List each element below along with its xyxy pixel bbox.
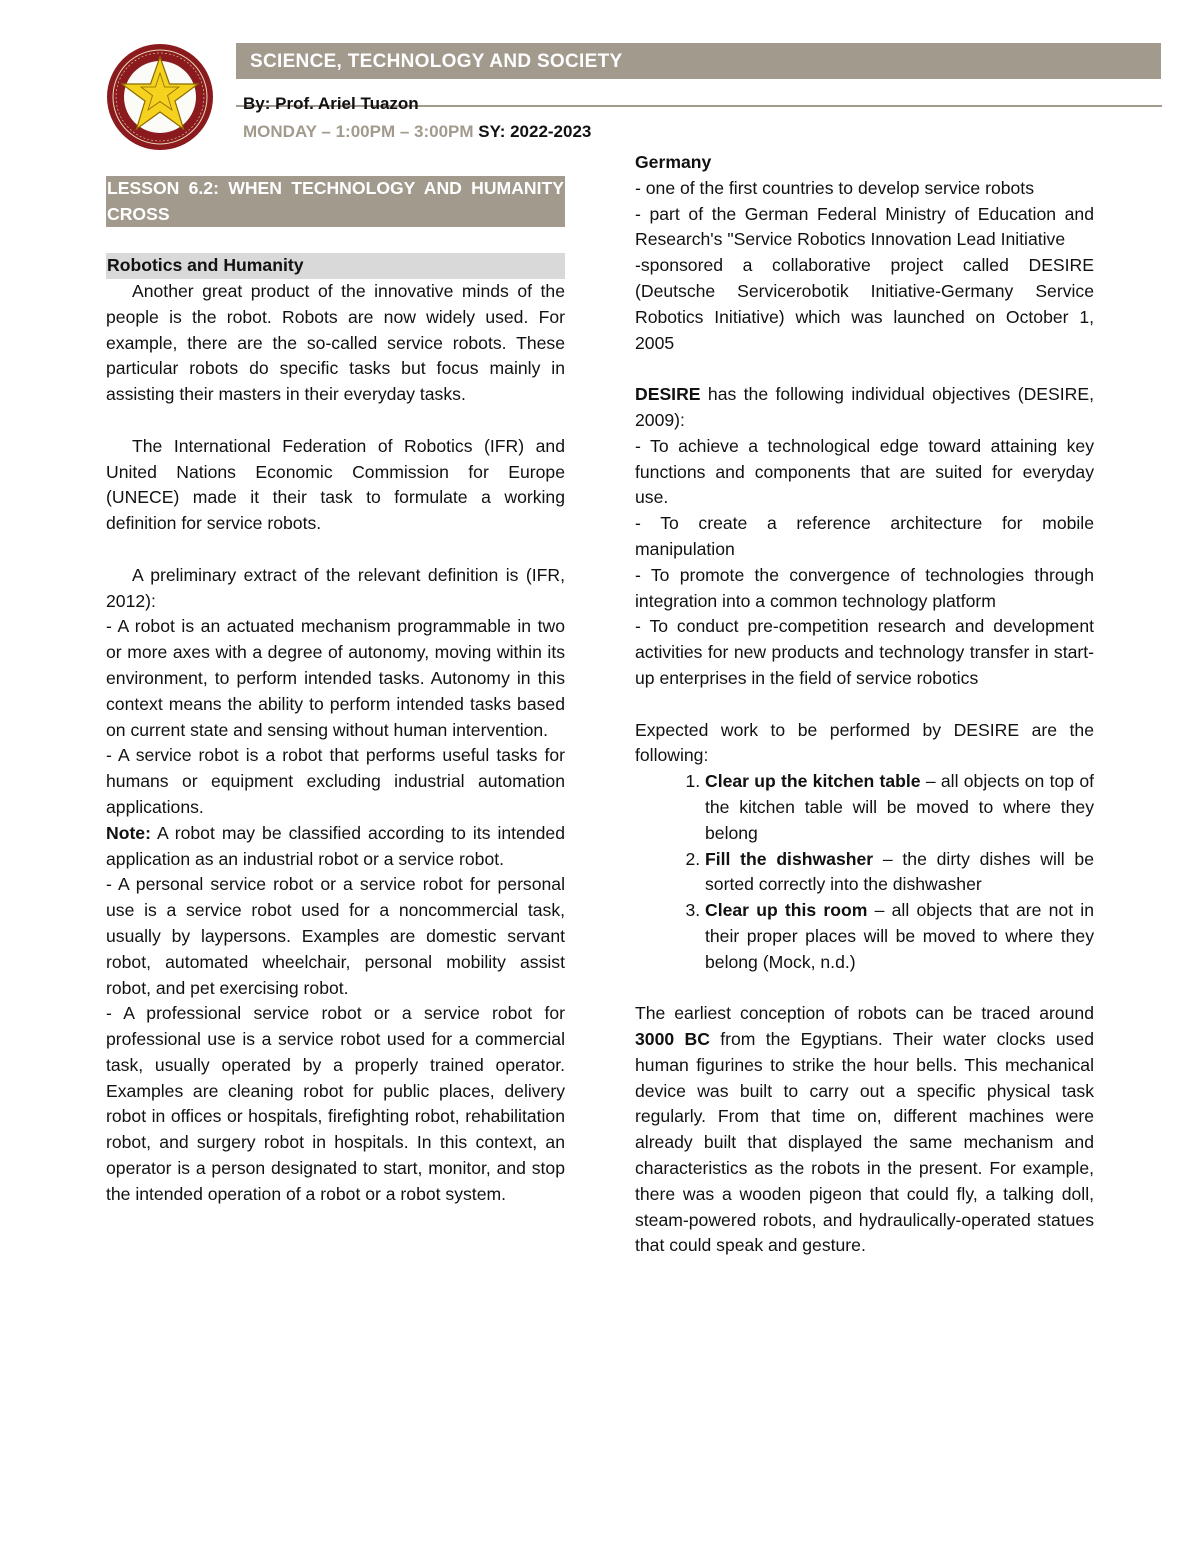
schedule-line [243,122,591,142]
definition-robot: - A robot is an actuated mechanism programmable in two or more axes with a degree of autonomy, moving within its environment, to perform intended tasks. Autonomy in this context means the ability to perform intended tasks based on current state and sensing without human intervention. [106,616,565,740]
note-text: A robot may be classified according to its intended application as an industrial robot or a service robot. [106,822,565,869]
germany-heading: Germany [635,152,712,172]
definition-professional-service-robot: - A professional service robot or a service robot for professional use is a service robot used for a commercial task, usually operated by a properly trained operator. Examples are cleaning robot for public places, delivery robot in offices or hospitals, firefighting robot, rehabilitation robot, and surgery robot in hospitals. In this context, an operator is a person designated to start, monitor, and stop the intended operation of a robot or a robot system. [106,1003,565,1204]
school-year: SY: 2022-2023 [478,122,592,141]
course-title-bar [236,43,1161,79]
germany-point-2: - part of the German Federal Ministry of Education and Research's "Service Robotics Innovation Lead Initiative [635,203,1094,250]
schedule-day-time: MONDAY – 1:00PM – 3:00PM [243,122,474,141]
left-column [106,150,565,1208]
definition-personal-service-robot: - A personal service robot or a service robot for personal use is a service robot used for a noncommercial task, usually by laypersons. Examples are domestic servant robot, automated wheelchair, personal mobility assist robot, and pet exercising robot. [106,874,565,998]
history-date: 3000 BC [635,1029,710,1050]
list-item: 2. Fill the dishwasher – the dirty dishes will be sorted correctly into the dishwasher [705,847,1094,899]
list-item: 3. Clear up this room – all objects that are not in their proper places will be moved to where they belong (Mock, n.d.) [705,898,1094,975]
desire-intro: DESIRE has the following individual objectives (DESIRE, 2009): [635,384,1094,430]
lesson-title: LESSON 6.2: WHEN TECHNOLOGY AND HUMANITY CROSS [106,176,565,228]
germany-point-1: - one of the first countries to develop service robots [635,177,1034,198]
objective-1: - To achieve a technological edge toward attaining key functions and components that are suited for everyday use. [635,435,1094,508]
objective-3: - To promote the convergence of technologies through integration into a common technology platform [635,564,1094,611]
list-item: 1. Clear up the kitchen table – all objects on top of the kitchen table will be moved to where they belong [705,769,1094,846]
author-line: By: Prof. Ariel Tuazon [243,94,419,113]
objective-4: - To conduct pre-competition research and development activities for new products and technology transfer in start-up enterprises in the field of service robotics [635,616,1094,688]
note-label: Note: [106,822,151,843]
history-paragraph: The earliest conception of robots can be traced around 3000 BC from the Egyptians. Their water clocks used human figurines to strike the hour bells. This mechanical device was built to carry out a specific physical task regularly. From that time on, different machines were already built that displayed the same mechanism and characteristics as the robots in the present. For example, there was a wooden pigeon that could fly, a talking doll, steam-powered robots, and hydraulically-operated statues that could speak and gesture. [635,1003,1094,1256]
note-paragraph [106,821,565,873]
germany-point-3: -sponsored a collaborative project called DESIRE (Deutsche Servicerobotik Initiative-Germany Service Robotics Initiative) which was launched on October 1, 2005 [635,255,1094,353]
university-seal-logo [106,43,214,151]
paragraph-ifr: The International Federation of Robotics (IFR) and United Nations Economic Commission for Europe (UNECE) made it their task to formulate a working definition for service robots. [106,435,565,534]
expected-work-intro: Expected work to be performed by DESIRE are the following: [635,719,1094,766]
course-title: SCIENCE, TECHNOLOGY AND SOCIETY [250,51,623,72]
right-column [635,150,1094,1259]
objective-2: - To create a reference architecture for mobile manipulation [635,513,1094,559]
desire-label: DESIRE [635,384,701,405]
expected-work-list [635,769,1094,975]
paragraph-definition-intro: A preliminary extract of the relevant definition is (IFR, 2012): [106,564,565,611]
definition-service-robot: - A service robot is a robot that performs useful tasks for humans or equipment excluding industrial automation applications. [106,745,565,817]
paragraph-intro: Another great product of the innovative minds of the people is the robot. Robots are now widely used. For example, there are the so-called service robots. These particular robots do specific tasks but focus mainly in assisting their masters in their everyday tasks. [106,280,565,405]
section-heading: Robotics and Humanity [106,253,565,279]
